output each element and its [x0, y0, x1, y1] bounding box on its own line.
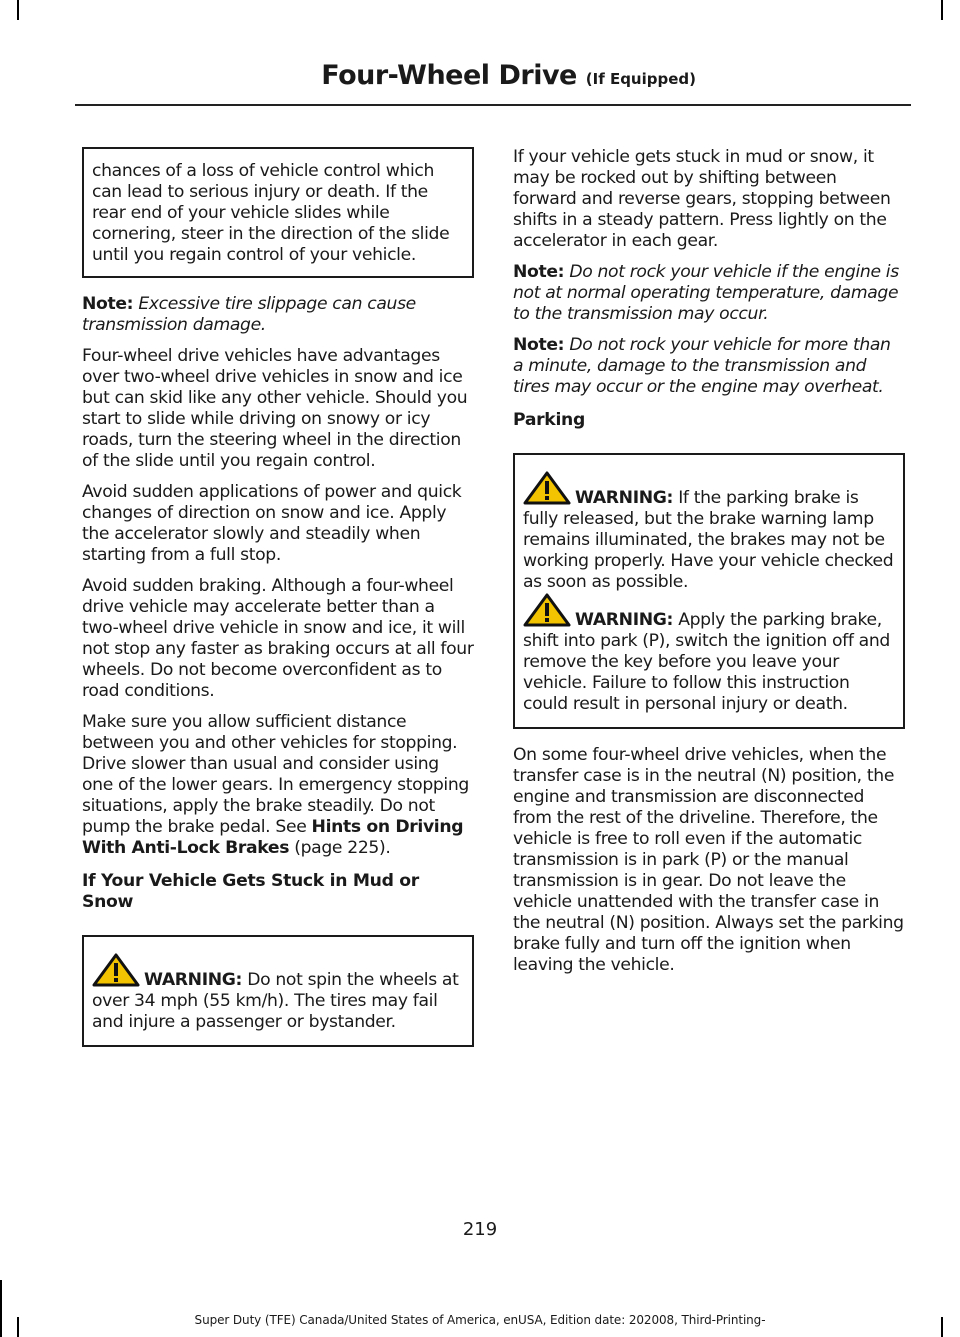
paragraph-sudden-power: Avoid sudden applications of power and quick changes of direction on snow and ice. Apply the accelerator slowly and steadily when starting from a full stop.	[82, 482, 462, 565]
crop-mark-top-right	[941, 0, 943, 20]
note-label: Note:	[513, 262, 565, 282]
warning-triangle-icon	[523, 593, 571, 627]
note-tire-slippage	[82, 294, 474, 336]
paragraph-stopping-distance	[82, 712, 474, 859]
warning-triangle-icon	[523, 471, 571, 505]
paragraph-advantages: Four-wheel drive vehicles have advantages over two-wheel drive vehicles in snow and ice but can skid like any other vehicle. Should you start to slide while driving on snowy or icy roads, turn the steering wheel in the direction of the slide until you regain control.	[82, 346, 468, 471]
warning-wheel-spin	[92, 953, 464, 1033]
page-number: 219	[462, 1219, 498, 1240]
header-rule	[75, 104, 911, 106]
note-label: Note:	[513, 335, 565, 355]
warning-label: WARNING:	[144, 970, 243, 990]
continued-warning-box	[82, 147, 474, 278]
chapter-subtitle: (If Equipped)	[585, 70, 696, 88]
chapter-title: Four-Wheel Drive	[321, 60, 577, 91]
warning-triangle-icon	[92, 953, 140, 987]
warning-label: WARNING:	[575, 488, 674, 508]
warning-text: If the parking brake is fully released, but the brake warning lamp remains illuminated, the brakes may not be working properly. Have your vehicle checked as soon as possible.	[523, 488, 894, 592]
note-text: Excessive tire slippage can cause transmission damage.	[82, 294, 416, 335]
note-operating-temperature	[513, 262, 905, 325]
heading-stuck-in-mud: If Your Vehicle Gets Stuck in Mud or Snow	[82, 871, 419, 912]
crop-mark-left-vertical	[0, 1280, 2, 1337]
heading-parking: Parking	[513, 410, 585, 430]
right-column	[513, 147, 905, 986]
page-header-title	[321, 60, 696, 91]
cross-reference-link[interactable]: Hints on Driving With Anti-Lock Brakes	[82, 817, 464, 858]
paragraph-rocking: If your vehicle gets stuck in mud or snow, it may be rocked out by shifting between forward and reverse gears, stopping between shifts in a steady pattern. Press lightly on the accelerator in each gear.	[513, 147, 891, 251]
warning-box-wheel-spin	[82, 935, 474, 1047]
left-column	[82, 147, 474, 1063]
note-text: Do not rock your vehicle for more than a minute, damage to the transmission and tires may occur or the engine may overheat.	[513, 335, 891, 397]
warning-text: Do not spin the wheels at over 34 mph (55 km/h). The tires may fail and injure a passenger or bystander.	[92, 970, 459, 1032]
warning-label: WARNING:	[575, 610, 674, 630]
note-label: Note:	[82, 294, 134, 314]
paragraph-transfer-case-neutral: On some four-wheel drive vehicles, when the transfer case is in the neutral (N) position, the engine and transmission are disconnected from the rest of the driveline. Therefore, the vehicle is free to roll even if the automatic transmission is in park (P) or the manual transmission is in gear. Do not leave the vehicle unattended with the transfer case in the neutral (N) position. Always set the parking brake fully and turn off the ignition when leaving the vehicle.	[513, 745, 904, 975]
warning-parking-brake-lamp	[523, 471, 895, 593]
footer-edition-info: Super Duty (TFE) Canada/United States of America, enUSA, Edition date: 202008, Third-Printing-	[194, 1313, 766, 1327]
note-text: Do not rock your vehicle if the engine is not at normal operating temperature, damage to the transmission may occur.	[513, 262, 899, 324]
cross-reference-page: (page 225).	[294, 838, 391, 858]
stopping-distance-text: Make sure you allow sufficient distance between you and other vehicles for stopping. Drive slower than usual and consider using one of the lower gears. In emergency stopping situations, apply the brake steadily. Do not pump the brake pedal. See	[82, 712, 469, 837]
paragraph-sudden-braking: Avoid sudden braking. Although a four-wheel drive vehicle may accelerate better than a two-wheel drive vehicle in snow and ice, it will not stop any faster as braking occurs at all four wheels. Do not become overconfident as to road conditions.	[82, 576, 474, 701]
warning-text: Apply the parking brake, shift into park (P), switch the ignition off and remove the key before you leave your vehicle. Failure to follow this instruction could result in personal injury or death.	[523, 610, 890, 714]
note-rock-duration	[513, 335, 905, 398]
crop-mark-top-left	[17, 0, 19, 20]
continued-warning-text: chances of a loss of vehicle control which can lead to serious injury or death. If the rear end of your vehicle slides while cornering, steer in the direction of the slide until you regain control of your vehicle.	[92, 161, 450, 265]
warning-apply-parking-brake	[523, 593, 895, 715]
warning-box-parking	[513, 453, 905, 729]
